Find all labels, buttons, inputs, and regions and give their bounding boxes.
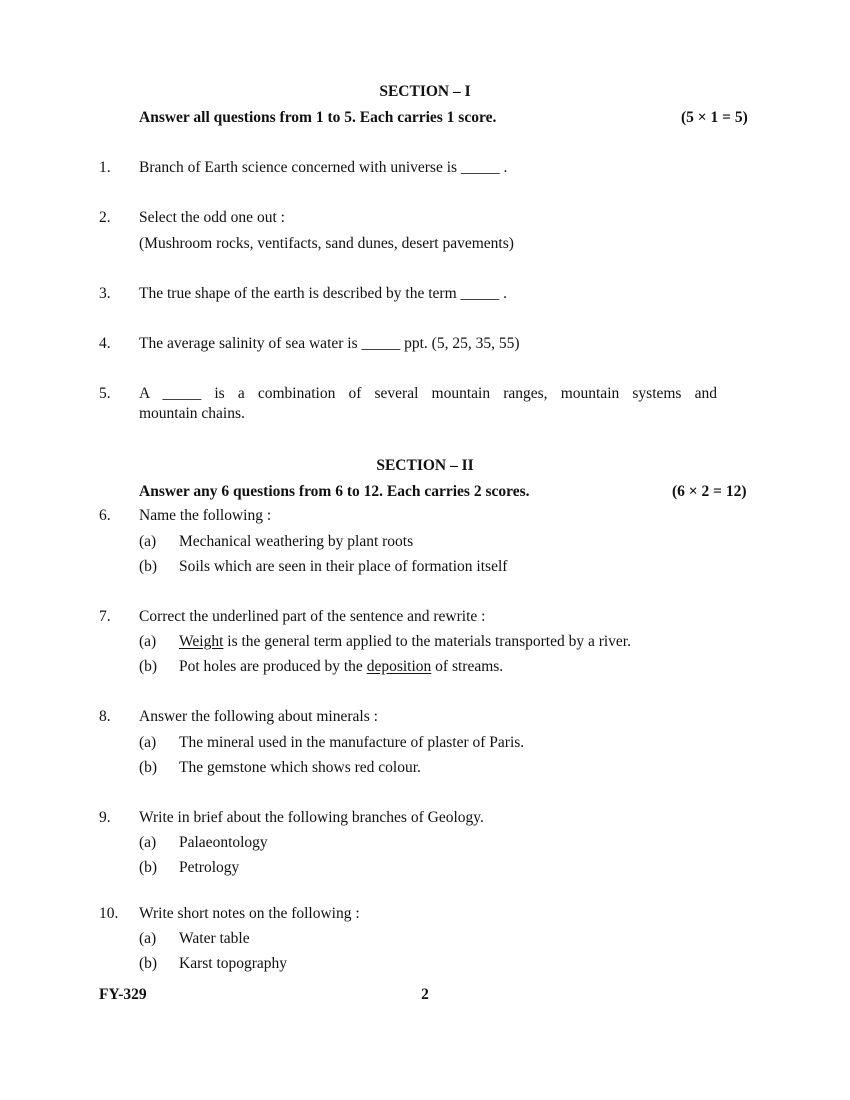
sub-text: Water table <box>179 930 250 947</box>
sub-text <box>179 658 503 676</box>
question-number: 5. <box>99 385 111 402</box>
section-1-instruction: Answer all questions from 1 to 5. Each carries 1 score. <box>139 109 497 126</box>
question-number: 6. <box>99 507 111 524</box>
question-number: 2. <box>99 209 111 226</box>
question-text: The average salinity of sea water is _____ ppt. (5, 25, 35, 55) <box>139 335 520 352</box>
sub-label: (a) <box>139 734 157 751</box>
sub-label: (b) <box>139 759 158 776</box>
sub-text-rest: is the general term applied to the materials transported by a river. <box>223 633 631 650</box>
question-text: Branch of Earth science concerned with universe is _____ . <box>139 159 508 176</box>
sub-text: Mechanical weathering by plant roots <box>179 533 414 550</box>
page-number: 2 <box>421 986 429 1003</box>
sub-text-post: of streams. <box>431 658 504 675</box>
question-number: 7. <box>99 608 111 625</box>
underlined-term: Weight <box>179 633 224 650</box>
question-text: Answer the following about minerals : <box>139 708 378 725</box>
sub-label: (a) <box>139 633 157 650</box>
sub-text-pre: Pot holes are produced by the <box>179 658 367 675</box>
underlined-term: deposition <box>366 658 432 675</box>
question-number: 10. <box>99 905 119 922</box>
sub-text: Soils which are seen in their place of formation itself <box>179 558 508 575</box>
question-number: 8. <box>99 708 111 725</box>
question-number: 4. <box>99 335 111 352</box>
question-number: 1. <box>99 159 111 176</box>
sub-label: (b) <box>139 859 158 876</box>
sub-label: (b) <box>139 658 158 675</box>
section-2-instruction: Answer any 6 questions from 6 to 12. Each carries 2 scores. <box>139 483 530 500</box>
question-text: Write in brief about the following branches of Geology. <box>139 809 484 826</box>
section-1-heading: SECTION – I <box>379 83 471 100</box>
question-number: 9. <box>99 809 111 826</box>
question-text: Write short notes on the following : <box>139 905 360 922</box>
question-text-line-2: mountain chains. <box>139 405 245 422</box>
sub-label: (a) <box>139 834 157 851</box>
question-options: (Mushroom rocks, ventifacts, sand dunes, desert pavements) <box>139 235 514 252</box>
question-number: 3. <box>99 285 111 302</box>
sub-label: (b) <box>139 558 158 575</box>
sub-text: The gemstone which shows red colour. <box>179 759 421 776</box>
question-text: Correct the underlined part of the sentence and rewrite : <box>139 608 486 625</box>
sub-label: (a) <box>139 930 157 947</box>
question-text-line-1: A _____ is a combination of several mountain ranges, mountain systems and <box>139 385 717 402</box>
question-text: Select the odd one out : <box>139 209 285 226</box>
sub-text: Petrology <box>179 859 240 876</box>
section-2-marks: (6 × 2 = 12) <box>672 483 747 500</box>
sub-label: (b) <box>139 955 158 972</box>
sub-text: Palaeontology <box>179 834 268 851</box>
question-text: The true shape of the earth is described by the term _____ . <box>139 285 508 302</box>
sub-label: (a) <box>139 533 157 550</box>
sub-text: The mineral used in the manufacture of plaster of Paris. <box>179 734 525 751</box>
section-1-marks: (5 × 1 = 5) <box>681 109 748 126</box>
paper-code: FY-329 <box>99 986 147 1003</box>
sub-text <box>179 633 631 651</box>
question-text: Name the following : <box>139 507 272 524</box>
sub-text: Karst topography <box>179 955 288 972</box>
section-2-heading: SECTION – II <box>376 457 474 474</box>
